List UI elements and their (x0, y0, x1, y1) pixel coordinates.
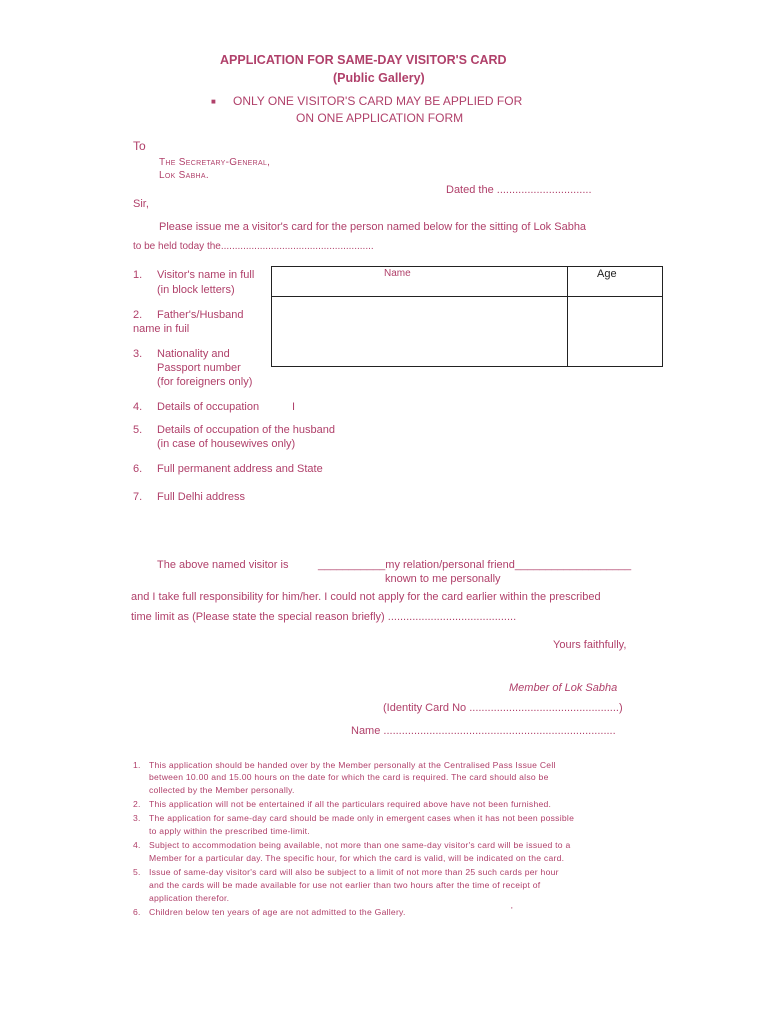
notice-line-2: ON ONE APPLICATION FORM (296, 111, 464, 125)
note-text: Member for a particular day. The specific hour, for which the card is valid, will be indicated on the card. (149, 853, 565, 863)
member-name-field[interactable]: Name ............................................................................ (351, 725, 616, 737)
note-text: The application for same-day card should be made only in emergent cases when it has not been possible (149, 813, 575, 823)
notice-line-1: ONLY ONE VISITOR'S CARD MAY BE APPLIED FOR (233, 94, 523, 108)
field-7-label: Full Delhi address (157, 491, 246, 503)
address-line-2: Lok Sabha. (159, 170, 209, 181)
identity-card-field[interactable]: (Identity Card No .................................................) (383, 702, 623, 714)
table-column-divider (567, 267, 568, 366)
declaration-lead: The above named visitor is (157, 559, 289, 571)
field-3-number: 3. (133, 348, 143, 360)
field-3-note: (for foreigners only) (157, 376, 253, 388)
field-1-sublabel: (in block letters) (157, 284, 235, 296)
field-2-sublabel: name in fuil (133, 323, 190, 335)
form-subtitle: (Public Gallery) (333, 71, 425, 85)
field-4-number: 4. (133, 401, 143, 413)
visitor-table[interactable] (271, 266, 663, 367)
note-text: This application should be handed over by the Member personally at the Centralised Pass Issue Cell (149, 760, 556, 770)
request-line-1: Please issue me a visitor's card for the person named below for the sitting of Lok Sabha (159, 221, 587, 233)
field-4-mark: I (292, 401, 296, 413)
field-3-label: Nationality and (157, 348, 230, 360)
note-text: application therefor. (149, 893, 230, 903)
dated-field[interactable]: Dated the ............................... (446, 184, 592, 196)
declaration-option-known[interactable]: known to me personally (385, 573, 501, 585)
note-number: 2. (133, 799, 141, 809)
note-number: 5. (133, 867, 141, 877)
field-5-label: Details of occupation of the husband (157, 424, 335, 436)
note-number: 3. (133, 813, 141, 823)
field-7-number: 7. (133, 491, 143, 503)
stray-mark: ' (511, 905, 513, 915)
closing: Yours faithfully, (553, 639, 627, 651)
column-header-age: Age (597, 268, 617, 280)
note-text: Subject to accommodation being available, not more than one same-day visitor's card will be issued to a (149, 840, 571, 850)
field-6-number: 6. (133, 463, 143, 475)
field-5-number: 5. (133, 424, 143, 436)
note-text: This application will not be entertained if all the particulars required above have not been furnished. (149, 799, 552, 809)
salutation: Sir, (133, 198, 149, 210)
address-to: To (133, 139, 146, 153)
field-1-number: 1. (133, 269, 143, 281)
field-5-sublabel: (in case of housewives only) (157, 438, 296, 450)
address-line-1: The Secretary-General, (159, 157, 271, 168)
note-number: 6. (133, 907, 141, 917)
table-row-divider (272, 296, 662, 297)
bullet-icon: ■ (211, 97, 216, 106)
field-4-label: Details of occupation (157, 401, 260, 413)
field-2-label: Father's/Husband (157, 309, 244, 321)
field-6-label: Full permanent address and State (157, 463, 323, 475)
declaration-line-2: and I take full responsibility for him/her. I could not apply for the card earlier within the prescribed (131, 591, 601, 603)
field-1-label: Visitor's name in full (157, 269, 255, 281)
field-2-number: 2. (133, 309, 143, 321)
column-header-name: Name (384, 268, 411, 279)
note-text: to apply within the prescribed time-limit. (149, 826, 310, 836)
member-title: Member of Lok Sabha (509, 682, 618, 694)
note-text: Issue of same-day visitor's card will also be subject to a limit of not more than 25 such cards per hour (149, 867, 559, 877)
field-3-sublabel: Passport number (157, 362, 241, 374)
form-title: APPLICATION FOR SAME-DAY VISITOR'S CARD (220, 53, 507, 67)
note-text: between 10.00 and 15.00 hours on the date for which the card is required. The card should also be (149, 772, 549, 782)
note-number: 1. (133, 760, 141, 770)
note-text: Children below ten years of age are not admitted to the Gallery. (149, 907, 406, 917)
note-text: collected by the Member personally. (149, 785, 295, 795)
note-number: 4. (133, 840, 141, 850)
declaration-option-relation[interactable]: ___________my relation/personal friend___________________ (318, 559, 632, 571)
note-text: and the cards will be made available for use not earlier than two hours after the time of receipt of (149, 880, 541, 890)
request-date-field[interactable]: to be held today the....................................................... (133, 241, 374, 252)
reason-field[interactable]: time limit as (Please state the special reason briefly) .......................................... (131, 611, 517, 623)
